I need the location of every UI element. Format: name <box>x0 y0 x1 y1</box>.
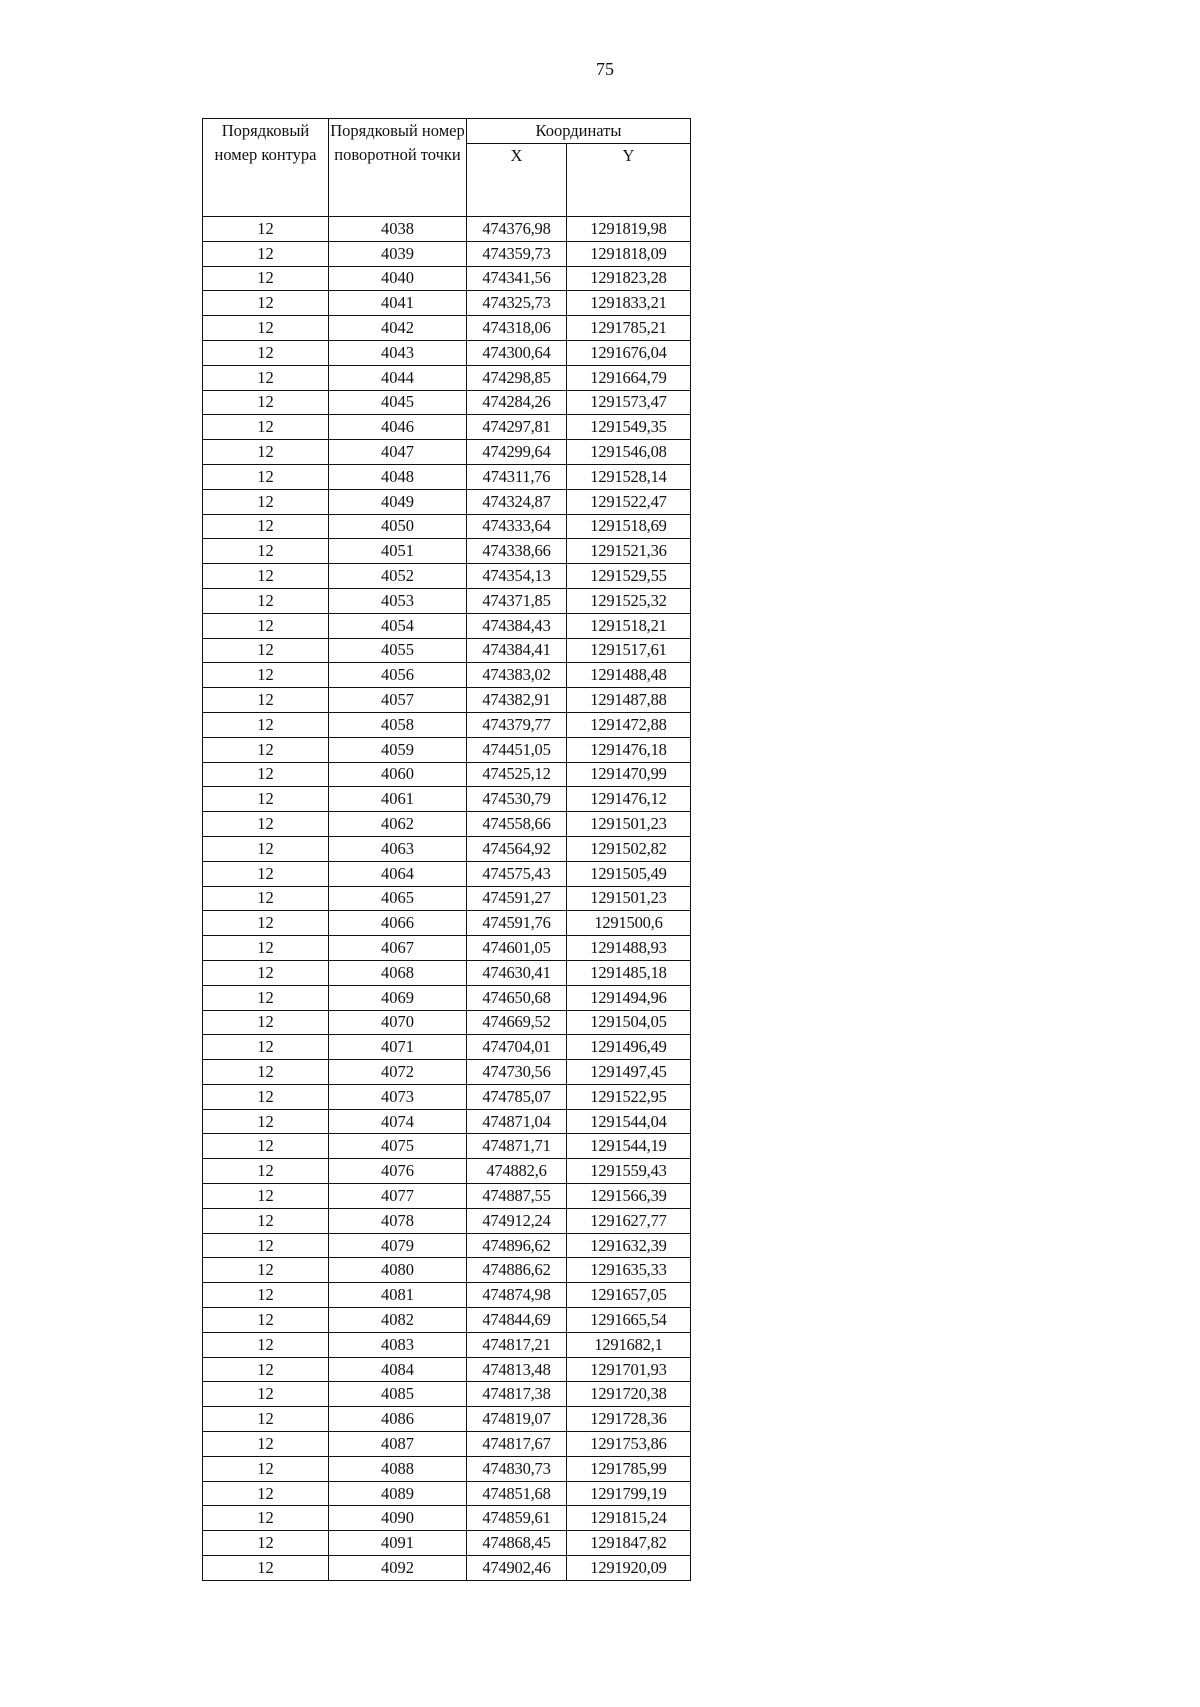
table-row <box>203 539 691 564</box>
y-coordinate-cell: 1291785,21 <box>567 316 691 341</box>
y-coordinate-cell: 1291566,39 <box>567 1184 691 1209</box>
header-x: X <box>467 144 567 217</box>
x-coordinate-cell: 474451,05 <box>467 737 567 762</box>
y-coordinate-cell: 1291488,93 <box>567 936 691 961</box>
point-number-cell: 4049 <box>329 489 467 514</box>
y-coordinate-cell: 1291549,35 <box>567 415 691 440</box>
contour-number-cell: 12 <box>203 1531 329 1556</box>
point-number-cell: 4056 <box>329 663 467 688</box>
point-number-cell: 4072 <box>329 1060 467 1085</box>
y-coordinate-cell: 1291521,36 <box>567 539 691 564</box>
point-number-cell: 4087 <box>329 1432 467 1457</box>
table-row <box>203 1332 691 1357</box>
table-row <box>203 340 691 365</box>
y-coordinate-cell: 1291487,88 <box>567 688 691 713</box>
contour-number-cell: 12 <box>203 316 329 341</box>
y-coordinate-cell: 1291819,98 <box>567 217 691 242</box>
contour-number-cell: 12 <box>203 1010 329 1035</box>
contour-number-cell: 12 <box>203 960 329 985</box>
table-row <box>203 1233 691 1258</box>
header-coordinates: Координаты <box>467 119 691 144</box>
table-row <box>203 836 691 861</box>
contour-number-cell: 12 <box>203 1184 329 1209</box>
point-number-cell: 4044 <box>329 365 467 390</box>
contour-number-cell: 12 <box>203 836 329 861</box>
x-coordinate-cell: 474902,46 <box>467 1556 567 1581</box>
table-row <box>203 886 691 911</box>
contour-number-cell: 12 <box>203 390 329 415</box>
table-row <box>203 1084 691 1109</box>
contour-number-cell: 12 <box>203 936 329 961</box>
table-row <box>203 588 691 613</box>
table-row <box>203 861 691 886</box>
y-coordinate-cell: 1291657,05 <box>567 1283 691 1308</box>
x-coordinate-cell: 474384,41 <box>467 638 567 663</box>
contour-number-cell: 12 <box>203 712 329 737</box>
x-coordinate-cell: 474912,24 <box>467 1208 567 1233</box>
table-row <box>203 1159 691 1184</box>
table-row <box>203 514 691 539</box>
point-number-cell: 4059 <box>329 737 467 762</box>
point-number-cell: 4092 <box>329 1556 467 1581</box>
y-coordinate-cell: 1291502,82 <box>567 836 691 861</box>
y-coordinate-cell: 1291485,18 <box>567 960 691 985</box>
y-coordinate-cell: 1291920,09 <box>567 1556 691 1581</box>
x-coordinate-cell: 474376,98 <box>467 217 567 242</box>
point-number-cell: 4038 <box>329 217 467 242</box>
point-number-cell: 4046 <box>329 415 467 440</box>
y-coordinate-cell: 1291815,24 <box>567 1506 691 1531</box>
header-point-number: Порядковый номер поворотной точки <box>329 119 467 217</box>
table-row <box>203 1184 691 1209</box>
table-row <box>203 936 691 961</box>
contour-number-cell: 12 <box>203 1357 329 1382</box>
contour-number-cell: 12 <box>203 1084 329 1109</box>
y-coordinate-cell: 1291522,47 <box>567 489 691 514</box>
y-coordinate-cell: 1291476,12 <box>567 787 691 812</box>
table-row <box>203 266 691 291</box>
table-row <box>203 911 691 936</box>
x-coordinate-cell: 474575,43 <box>467 861 567 886</box>
y-coordinate-cell: 1291528,14 <box>567 464 691 489</box>
header-contour-number: Порядковый номер контура <box>203 119 329 217</box>
x-coordinate-cell: 474530,79 <box>467 787 567 812</box>
point-number-cell: 4089 <box>329 1481 467 1506</box>
y-coordinate-cell: 1291488,48 <box>567 663 691 688</box>
contour-number-cell: 12 <box>203 514 329 539</box>
table-row <box>203 415 691 440</box>
contour-number-cell: 12 <box>203 539 329 564</box>
table-row <box>203 365 691 390</box>
point-number-cell: 4090 <box>329 1506 467 1531</box>
table-row <box>203 1531 691 1556</box>
table-row <box>203 1208 691 1233</box>
x-coordinate-cell: 474371,85 <box>467 588 567 613</box>
y-coordinate-cell: 1291635,33 <box>567 1258 691 1283</box>
point-number-cell: 4073 <box>329 1084 467 1109</box>
contour-number-cell: 12 <box>203 1506 329 1531</box>
x-coordinate-cell: 474859,61 <box>467 1506 567 1531</box>
contour-number-cell: 12 <box>203 1456 329 1481</box>
table-row <box>203 1407 691 1432</box>
x-coordinate-cell: 474325,73 <box>467 291 567 316</box>
y-coordinate-cell: 1291500,6 <box>567 911 691 936</box>
contour-number-cell: 12 <box>203 911 329 936</box>
table-row <box>203 564 691 589</box>
point-number-cell: 4041 <box>329 291 467 316</box>
table-row <box>203 688 691 713</box>
point-number-cell: 4055 <box>329 638 467 663</box>
contour-number-cell: 12 <box>203 266 329 291</box>
x-coordinate-cell: 474591,27 <box>467 886 567 911</box>
table-row <box>203 1481 691 1506</box>
contour-number-cell: 12 <box>203 638 329 663</box>
y-coordinate-cell: 1291505,49 <box>567 861 691 886</box>
y-coordinate-cell: 1291525,32 <box>567 588 691 613</box>
y-coordinate-cell: 1291494,96 <box>567 985 691 1010</box>
x-coordinate-cell: 474284,26 <box>467 390 567 415</box>
x-coordinate-cell: 474886,62 <box>467 1258 567 1283</box>
table-row <box>203 1258 691 1283</box>
x-coordinate-cell: 474704,01 <box>467 1035 567 1060</box>
point-number-cell: 4086 <box>329 1407 467 1432</box>
contour-number-cell: 12 <box>203 886 329 911</box>
x-coordinate-cell: 474299,64 <box>467 440 567 465</box>
x-coordinate-cell: 474896,62 <box>467 1233 567 1258</box>
point-number-cell: 4065 <box>329 886 467 911</box>
table-row <box>203 291 691 316</box>
contour-number-cell: 12 <box>203 861 329 886</box>
y-coordinate-cell: 1291665,54 <box>567 1308 691 1333</box>
contour-number-cell: 12 <box>203 1481 329 1506</box>
contour-number-cell: 12 <box>203 440 329 465</box>
point-number-cell: 4053 <box>329 588 467 613</box>
contour-number-cell: 12 <box>203 737 329 762</box>
header-y: Y <box>567 144 691 217</box>
point-number-cell: 4048 <box>329 464 467 489</box>
point-number-cell: 4088 <box>329 1456 467 1481</box>
contour-number-cell: 12 <box>203 588 329 613</box>
contour-number-cell: 12 <box>203 1556 329 1581</box>
point-number-cell: 4043 <box>329 340 467 365</box>
point-number-cell: 4054 <box>329 613 467 638</box>
point-number-cell: 4080 <box>329 1258 467 1283</box>
table-row <box>203 1506 691 1531</box>
y-coordinate-cell: 1291785,99 <box>567 1456 691 1481</box>
contour-number-cell: 12 <box>203 1060 329 1085</box>
contour-number-cell: 12 <box>203 464 329 489</box>
table-row <box>203 812 691 837</box>
contour-number-cell: 12 <box>203 1109 329 1134</box>
x-coordinate-cell: 474318,06 <box>467 316 567 341</box>
x-coordinate-cell: 474882,6 <box>467 1159 567 1184</box>
point-number-cell: 4074 <box>329 1109 467 1134</box>
x-coordinate-cell: 474383,02 <box>467 663 567 688</box>
table-row <box>203 762 691 787</box>
x-coordinate-cell: 474333,64 <box>467 514 567 539</box>
contour-number-cell: 12 <box>203 415 329 440</box>
table-row <box>203 737 691 762</box>
x-coordinate-cell: 474730,56 <box>467 1060 567 1085</box>
contour-number-cell: 12 <box>203 340 329 365</box>
contour-number-cell: 12 <box>203 1035 329 1060</box>
point-number-cell: 4078 <box>329 1208 467 1233</box>
y-coordinate-cell: 1291522,95 <box>567 1084 691 1109</box>
point-number-cell: 4058 <box>329 712 467 737</box>
contour-number-cell: 12 <box>203 762 329 787</box>
point-number-cell: 4091 <box>329 1531 467 1556</box>
y-coordinate-cell: 1291517,61 <box>567 638 691 663</box>
x-coordinate-cell: 474874,98 <box>467 1283 567 1308</box>
x-coordinate-cell: 474813,48 <box>467 1357 567 1382</box>
x-coordinate-cell: 474311,76 <box>467 464 567 489</box>
point-number-cell: 4071 <box>329 1035 467 1060</box>
point-number-cell: 4045 <box>329 390 467 415</box>
page-number: 75 <box>596 59 614 79</box>
x-coordinate-cell: 474601,05 <box>467 936 567 961</box>
y-coordinate-cell: 1291818,09 <box>567 241 691 266</box>
point-number-cell: 4081 <box>329 1283 467 1308</box>
y-coordinate-cell: 1291518,21 <box>567 613 691 638</box>
y-coordinate-cell: 1291470,99 <box>567 762 691 787</box>
table-row <box>203 1109 691 1134</box>
x-coordinate-cell: 474830,73 <box>467 1456 567 1481</box>
point-number-cell: 4067 <box>329 936 467 961</box>
contour-number-cell: 12 <box>203 1208 329 1233</box>
x-coordinate-cell: 474558,66 <box>467 812 567 837</box>
table-row <box>203 464 691 489</box>
y-coordinate-cell: 1291546,08 <box>567 440 691 465</box>
point-number-cell: 4051 <box>329 539 467 564</box>
x-coordinate-cell: 474868,45 <box>467 1531 567 1556</box>
coordinates-table <box>202 118 691 1581</box>
table-header <box>203 119 691 217</box>
x-coordinate-cell: 474669,52 <box>467 1010 567 1035</box>
contour-number-cell: 12 <box>203 1308 329 1333</box>
contour-number-cell: 12 <box>203 241 329 266</box>
point-number-cell: 4050 <box>329 514 467 539</box>
y-coordinate-cell: 1291823,28 <box>567 266 691 291</box>
point-number-cell: 4082 <box>329 1308 467 1333</box>
x-coordinate-cell: 474297,81 <box>467 415 567 440</box>
table-row <box>203 241 691 266</box>
y-coordinate-cell: 1291544,19 <box>567 1134 691 1159</box>
y-coordinate-cell: 1291682,1 <box>567 1332 691 1357</box>
point-number-cell: 4042 <box>329 316 467 341</box>
y-coordinate-cell: 1291573,47 <box>567 390 691 415</box>
contour-number-cell: 12 <box>203 365 329 390</box>
table-row <box>203 613 691 638</box>
x-coordinate-cell: 474650,68 <box>467 985 567 1010</box>
y-coordinate-cell: 1291559,43 <box>567 1159 691 1184</box>
y-coordinate-cell: 1291632,39 <box>567 1233 691 1258</box>
table-row <box>203 1382 691 1407</box>
table-row <box>203 1308 691 1333</box>
point-number-cell: 4075 <box>329 1134 467 1159</box>
table-body <box>203 217 691 1581</box>
y-coordinate-cell: 1291701,93 <box>567 1357 691 1382</box>
y-coordinate-cell: 1291799,19 <box>567 1481 691 1506</box>
table-row <box>203 1432 691 1457</box>
contour-number-cell: 12 <box>203 663 329 688</box>
x-coordinate-cell: 474384,43 <box>467 613 567 638</box>
contour-number-cell: 12 <box>203 812 329 837</box>
contour-number-cell: 12 <box>203 1258 329 1283</box>
point-number-cell: 4069 <box>329 985 467 1010</box>
x-coordinate-cell: 474525,12 <box>467 762 567 787</box>
x-coordinate-cell: 474354,13 <box>467 564 567 589</box>
point-number-cell: 4068 <box>329 960 467 985</box>
x-coordinate-cell: 474359,73 <box>467 241 567 266</box>
contour-number-cell: 12 <box>203 564 329 589</box>
table-row <box>203 440 691 465</box>
x-coordinate-cell: 474379,77 <box>467 712 567 737</box>
contour-number-cell: 12 <box>203 688 329 713</box>
point-number-cell: 4062 <box>329 812 467 837</box>
y-coordinate-cell: 1291753,86 <box>567 1432 691 1457</box>
point-number-cell: 4064 <box>329 861 467 886</box>
contour-number-cell: 12 <box>203 985 329 1010</box>
y-coordinate-cell: 1291529,55 <box>567 564 691 589</box>
table-row <box>203 1357 691 1382</box>
point-number-cell: 4076 <box>329 1159 467 1184</box>
y-coordinate-cell: 1291501,23 <box>567 812 691 837</box>
y-coordinate-cell: 1291627,77 <box>567 1208 691 1233</box>
x-coordinate-cell: 474819,07 <box>467 1407 567 1432</box>
x-coordinate-cell: 474851,68 <box>467 1481 567 1506</box>
table-row <box>203 1283 691 1308</box>
point-number-cell: 4070 <box>329 1010 467 1035</box>
table-row <box>203 1456 691 1481</box>
point-number-cell: 4047 <box>329 440 467 465</box>
x-coordinate-cell: 474564,92 <box>467 836 567 861</box>
x-coordinate-cell: 474630,41 <box>467 960 567 985</box>
y-coordinate-cell: 1291472,88 <box>567 712 691 737</box>
x-coordinate-cell: 474382,91 <box>467 688 567 713</box>
point-number-cell: 4079 <box>329 1233 467 1258</box>
table-row <box>203 1010 691 1035</box>
table-row <box>203 1035 691 1060</box>
y-coordinate-cell: 1291728,36 <box>567 1407 691 1432</box>
x-coordinate-cell: 474887,55 <box>467 1184 567 1209</box>
table-row <box>203 712 691 737</box>
x-coordinate-cell: 474591,76 <box>467 911 567 936</box>
contour-number-cell: 12 <box>203 1382 329 1407</box>
y-coordinate-cell: 1291476,18 <box>567 737 691 762</box>
x-coordinate-cell: 474871,71 <box>467 1134 567 1159</box>
table-row <box>203 787 691 812</box>
y-coordinate-cell: 1291518,69 <box>567 514 691 539</box>
x-coordinate-cell: 474817,38 <box>467 1382 567 1407</box>
x-coordinate-cell: 474300,64 <box>467 340 567 365</box>
y-coordinate-cell: 1291501,23 <box>567 886 691 911</box>
contour-number-cell: 12 <box>203 1432 329 1457</box>
y-coordinate-cell: 1291664,79 <box>567 365 691 390</box>
table-row <box>203 960 691 985</box>
table-row <box>203 1060 691 1085</box>
contour-number-cell: 12 <box>203 1332 329 1357</box>
point-number-cell: 4063 <box>329 836 467 861</box>
x-coordinate-cell: 474341,56 <box>467 266 567 291</box>
point-number-cell: 4085 <box>329 1382 467 1407</box>
x-coordinate-cell: 474298,85 <box>467 365 567 390</box>
y-coordinate-cell: 1291676,04 <box>567 340 691 365</box>
point-number-cell: 4083 <box>329 1332 467 1357</box>
point-number-cell: 4084 <box>329 1357 467 1382</box>
table-row <box>203 489 691 514</box>
y-coordinate-cell: 1291496,49 <box>567 1035 691 1060</box>
y-coordinate-cell: 1291833,21 <box>567 291 691 316</box>
point-number-cell: 4052 <box>329 564 467 589</box>
contour-number-cell: 12 <box>203 1283 329 1308</box>
contour-number-cell: 12 <box>203 613 329 638</box>
contour-number-cell: 12 <box>203 1233 329 1258</box>
y-coordinate-cell: 1291544,04 <box>567 1109 691 1134</box>
point-number-cell: 4066 <box>329 911 467 936</box>
x-coordinate-cell: 474338,66 <box>467 539 567 564</box>
contour-number-cell: 12 <box>203 1134 329 1159</box>
point-number-cell: 4039 <box>329 241 467 266</box>
y-coordinate-cell: 1291847,82 <box>567 1531 691 1556</box>
point-number-cell: 4077 <box>329 1184 467 1209</box>
contour-number-cell: 12 <box>203 489 329 514</box>
x-coordinate-cell: 474871,04 <box>467 1109 567 1134</box>
contour-number-cell: 12 <box>203 1159 329 1184</box>
contour-number-cell: 12 <box>203 217 329 242</box>
table-row <box>203 390 691 415</box>
table-row <box>203 985 691 1010</box>
table-row <box>203 217 691 242</box>
table-row <box>203 316 691 341</box>
point-number-cell: 4060 <box>329 762 467 787</box>
y-coordinate-cell: 1291504,05 <box>567 1010 691 1035</box>
contour-number-cell: 12 <box>203 1407 329 1432</box>
x-coordinate-cell: 474817,21 <box>467 1332 567 1357</box>
table-row <box>203 1134 691 1159</box>
x-coordinate-cell: 474785,07 <box>467 1084 567 1109</box>
table-row <box>203 638 691 663</box>
x-coordinate-cell: 474324,87 <box>467 489 567 514</box>
point-number-cell: 4061 <box>329 787 467 812</box>
contour-number-cell: 12 <box>203 291 329 316</box>
y-coordinate-cell: 1291720,38 <box>567 1382 691 1407</box>
y-coordinate-cell: 1291497,45 <box>567 1060 691 1085</box>
x-coordinate-cell: 474817,67 <box>467 1432 567 1457</box>
point-number-cell: 4040 <box>329 266 467 291</box>
contour-number-cell: 12 <box>203 787 329 812</box>
x-coordinate-cell: 474844,69 <box>467 1308 567 1333</box>
table-row <box>203 663 691 688</box>
table-row <box>203 1556 691 1581</box>
point-number-cell: 4057 <box>329 688 467 713</box>
